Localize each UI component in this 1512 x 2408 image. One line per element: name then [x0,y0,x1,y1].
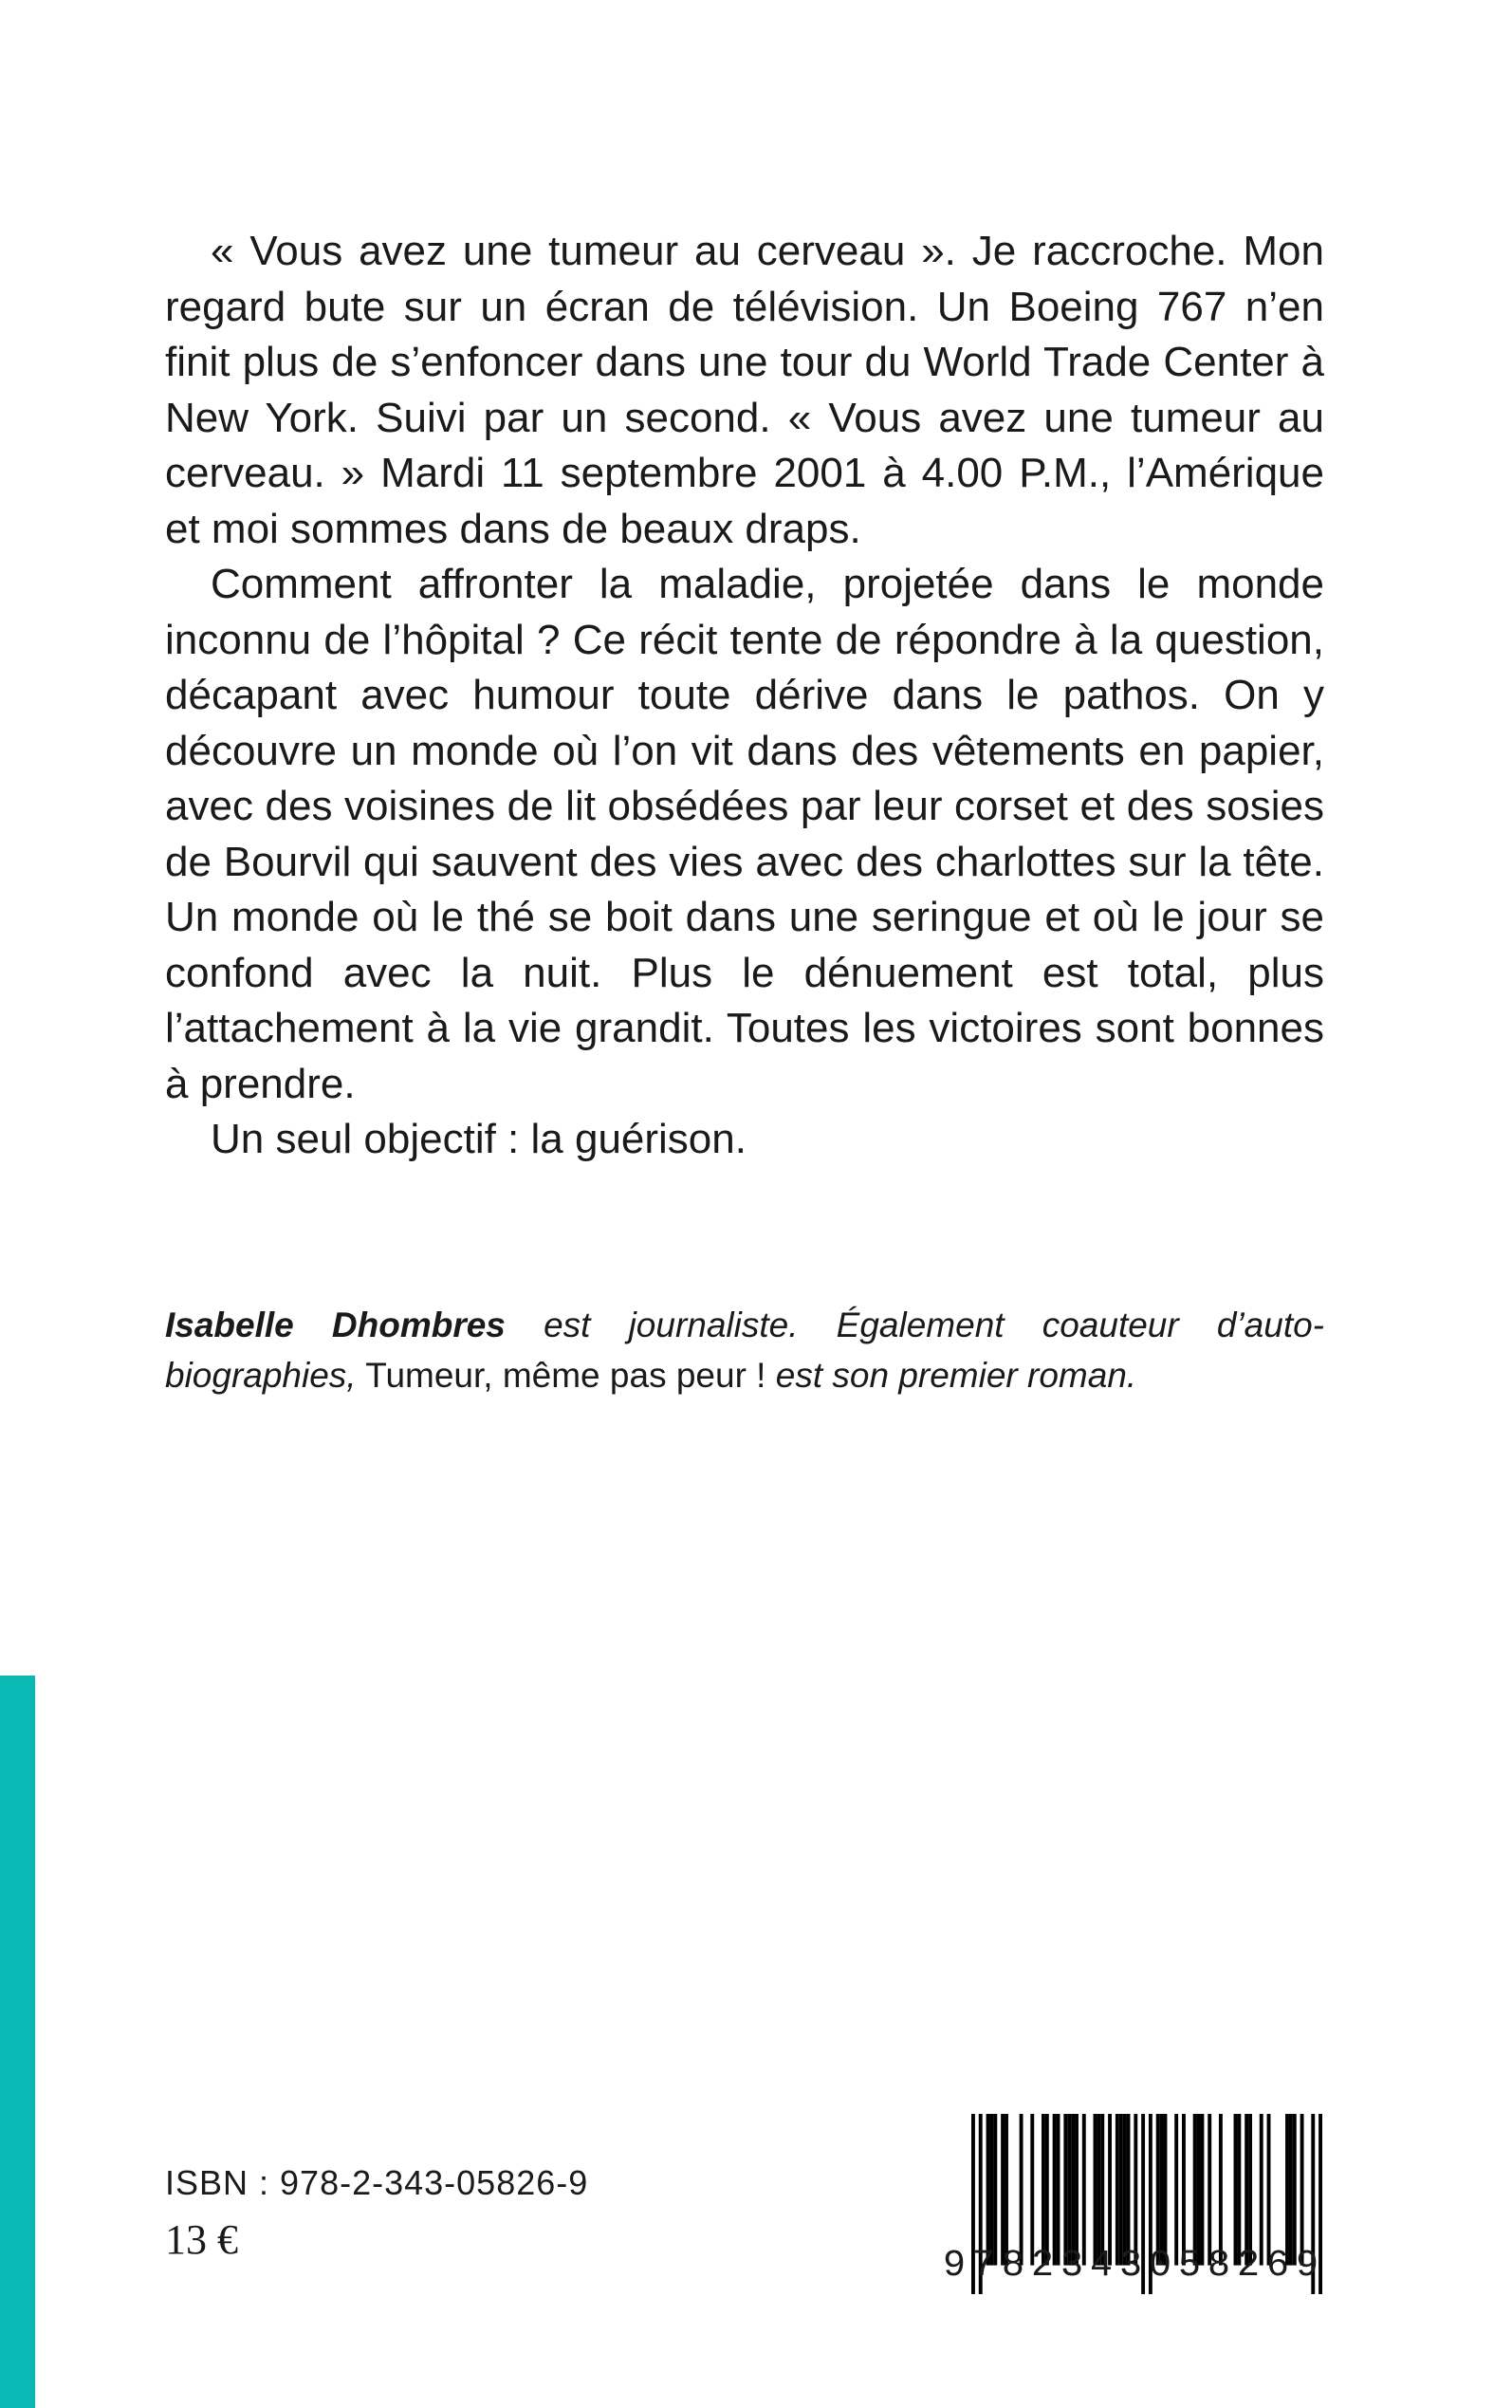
blurb-paragraph: « Vous avez une tumeur au cerveau ». Je raccroche. Mon regard bute sur un écran de télévision. Un Boeing 767 n’en finit plus de s’enfoncer dans une tour du World Trade Center à New York. Suivi par un second. « Vous avez une tumeur au cerveau. » Mardi 11 septembre 2001 à 4.00 P.M., l’Amérique et moi sommes dans de beaux draps. [165,228,1324,552]
barcode-bar [1082,2114,1086,2266]
barcode-bar [1053,2114,1057,2266]
barcode-bar [1245,2114,1248,2266]
barcode-bar [1005,2114,1008,2266]
barcode-bar [1100,2114,1104,2266]
barcode-bar [1160,2114,1164,2266]
barcode-bar [1219,2114,1223,2266]
barcode-bar [1134,2114,1137,2266]
barcode-bar [1020,2114,1023,2266]
author-name: Isabelle Dhombres [165,1306,506,1344]
barcode-bar [1097,2114,1100,2266]
barcode-bar [1156,2114,1160,2266]
barcode-bar [1285,2114,1289,2266]
author-bio [165,1300,1324,1400]
barcode-bar [1248,2114,1252,2266]
barcode-bar [1127,2114,1131,2266]
barcode-bar [1197,2114,1201,2266]
barcode-bar [986,2114,990,2266]
barcode-bar [1200,2114,1204,2266]
barcode-bar [1063,2114,1067,2266]
blurb-paragraph: Un seul objectif : la guérison. [211,1116,747,1162]
barcode-bar [993,2114,997,2266]
back-cover-blurb [165,224,1324,1168]
barcode-bar [1182,2114,1186,2266]
barcode-bar [1267,2114,1271,2266]
barcode-bar [989,2114,993,2266]
accent-bar [0,1676,35,2408]
barcode-bar [1208,2114,1211,2266]
blurb-paragraph: Comment affronter la maladie, projetée dans le monde inconnu de l’hôpital ? Ce récit tente de répondre à la question, décapant avec humour toute dérive dans le pathos. On y découvre un monde où l’on vit dans des vêtements en papier, avec des voisines de lit obsédées par leur corset et des sosies de Bourvil qui sauvent des vies avec des charlottes sur la tête. Un monde où le thé se boit dans une seringue et où le jour se confond avec la nuit. Plus le dénuement est total, plus l’attachement à la vie grandit. Toutes les victoires sont bonnes à prendre. [165,561,1324,1107]
barcode-bar [1042,2114,1045,2266]
barcode-digits: 9782343058269 [943,2245,1326,2288]
barcode-bar [1116,2114,1119,2266]
book-title: Tumeur, même pas peur ! [365,1356,766,1395]
barcode-bar [1119,2114,1123,2266]
author-bio-text: est journaliste. Également coauteur d’auto-biographies, [165,1306,1324,1395]
barcode-bar [1293,2114,1297,2266]
isbn: ISBN : 978-2-343-05826-9 [165,2163,589,2202]
barcode-bar [1030,2114,1034,2266]
barcode-bar [1001,2114,1005,2266]
barcode-bar [1174,2114,1178,2266]
barcode-bar [1094,2114,1097,2266]
price: 13 € [165,2216,238,2263]
barcode-bar [1108,2114,1112,2266]
barcode-bar [1057,2114,1060,2266]
barcode-bar [1123,2114,1127,2266]
barcode-bar [1234,2114,1238,2266]
barcode-bar [1067,2114,1071,2266]
barcode-bar [1300,2114,1304,2266]
barcode-bar [1237,2114,1241,2266]
barcode-bar [1260,2114,1263,2266]
barcode-bar [1045,2114,1049,2266]
barcode-bar [1289,2114,1293,2266]
barcode-bar [1193,2114,1197,2266]
barcode-bar [1075,2114,1079,2266]
author-bio-text-end: est son premier roman. [775,1356,1137,1395]
barcode-bar [1071,2114,1075,2266]
barcode-bar [1164,2114,1168,2266]
